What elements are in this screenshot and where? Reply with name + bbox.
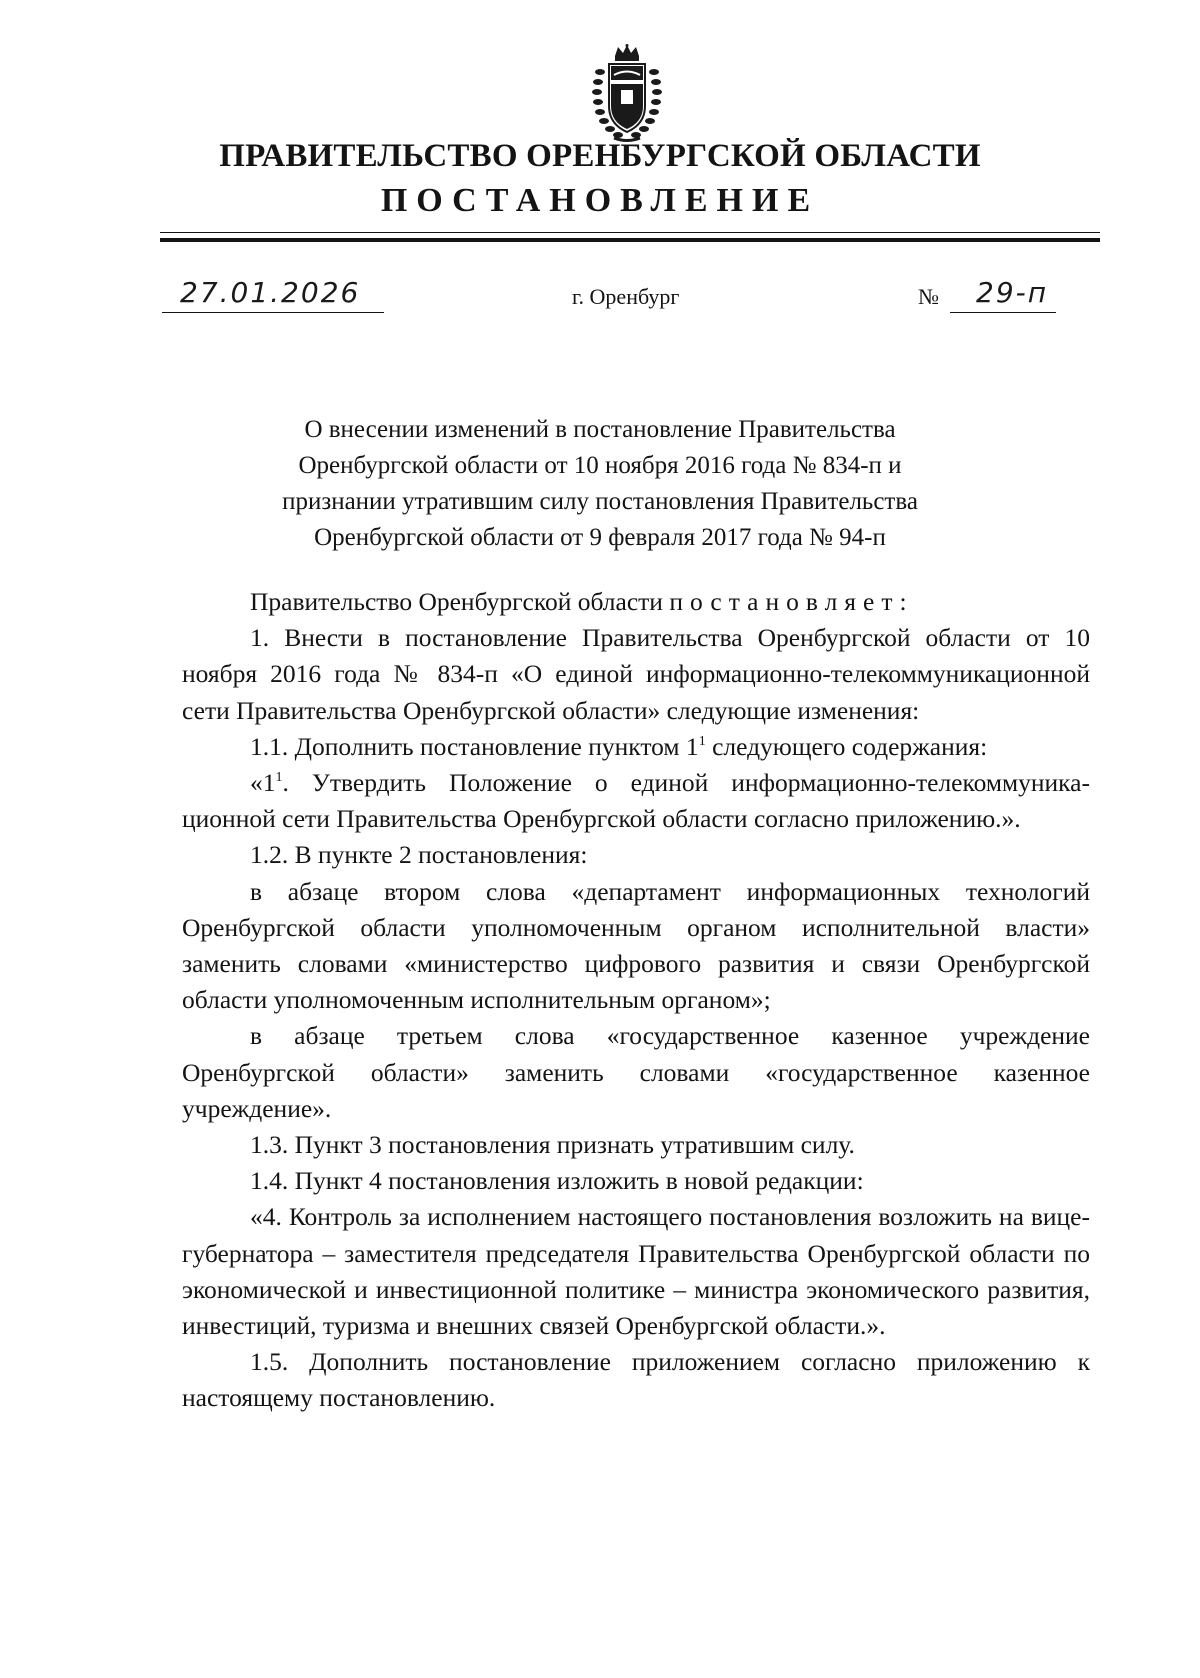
- document-number-field: [950, 278, 1056, 313]
- clause-1: 1. Внести в постановление Правительства Оренбургской области от 10 ноября 2016 года № 834-п «О единой информационно-телекоммуникационной сети Правительства Оренбургской области» следующие изменения:: [182, 623, 1090, 725]
- document-city: г. Оренбург: [572, 284, 680, 309]
- body-intro: Правительство Оренбургской области постановляет:: [250, 587, 907, 616]
- organization-name: ПРАВИТЕЛЬСТВО ОРЕНБУРГСКОЙ ОБЛАСТИ: [219, 138, 981, 174]
- clause-1-1-quote: «$1^1$. Утвердить Положение о единой информационно-телекоммуникационной сети Правительства Оренбургской области согласно приложению.».: [182, 768, 1090, 834]
- clause-1-4: 1.4. Пункт 4 постановления изложить в новой редакции:: [250, 1166, 864, 1196]
- clause-1-1: 1.1. Дополнить постановление пунктом $1^1$ следующего содержания:: [250, 731, 988, 761]
- document-body: [182, 584, 1090, 1417]
- document-date-field: [162, 278, 384, 313]
- document-date: 27.01.2026: [180, 276, 361, 309]
- coat-of-arms-emblem: [588, 44, 666, 144]
- number-sign: №: [918, 284, 939, 309]
- document-type-title: ПОСТАНОВЛЕНИЕ: [380, 182, 820, 219]
- clause-1-2-paragraph-b: в абзаце третьем слова «государственное казенное учреждение Оренбургской области» заменить словами «государственное казенное учреждение».: [182, 1021, 1090, 1123]
- clause-1-2: 1.2. В пункте 2 постановления:: [250, 840, 588, 870]
- clause-1-3: 1.3. Пункт 3 постановления признать утратившим силу.: [250, 1130, 855, 1160]
- header-divider-thick: [160, 238, 1100, 242]
- resolution-verb: постановляет: [669, 587, 900, 616]
- clause-1-5: 1.5. Дополнить постановление приложением согласно приложению к настоящему постановлению.: [182, 1347, 1090, 1413]
- clause-1-2-paragraph-a: в абзаце втором слова «департамент информационных технологий Оренбургской области уполномоченным органом исполнительной власти» заменить словами «министерство цифрового развития и связи Оренбургской области уполномоченным исполнительным органом»;: [182, 876, 1090, 1015]
- document-subject: О внесении изменений в постановление Правительства Оренбургской области от 10 ноября 2016 года № 834-п и признании утратившим силу постановления Правительства Оренбургской области от 9 февраля 2017 года № 94-п: [282, 416, 918, 551]
- clause-1-4-quote: «4. Контроль за исполнением настоящего постановления возложить на вице-губернатора – заместителя председателя Правительства Оренбургской области по экономической и инвестиционной политике – министра экономического развития, инвестиций, туризма и внешних связей Оренбургской области.».: [182, 1202, 1090, 1341]
- header-divider-thin: [160, 232, 1100, 233]
- document-number: 29-п: [976, 276, 1049, 309]
